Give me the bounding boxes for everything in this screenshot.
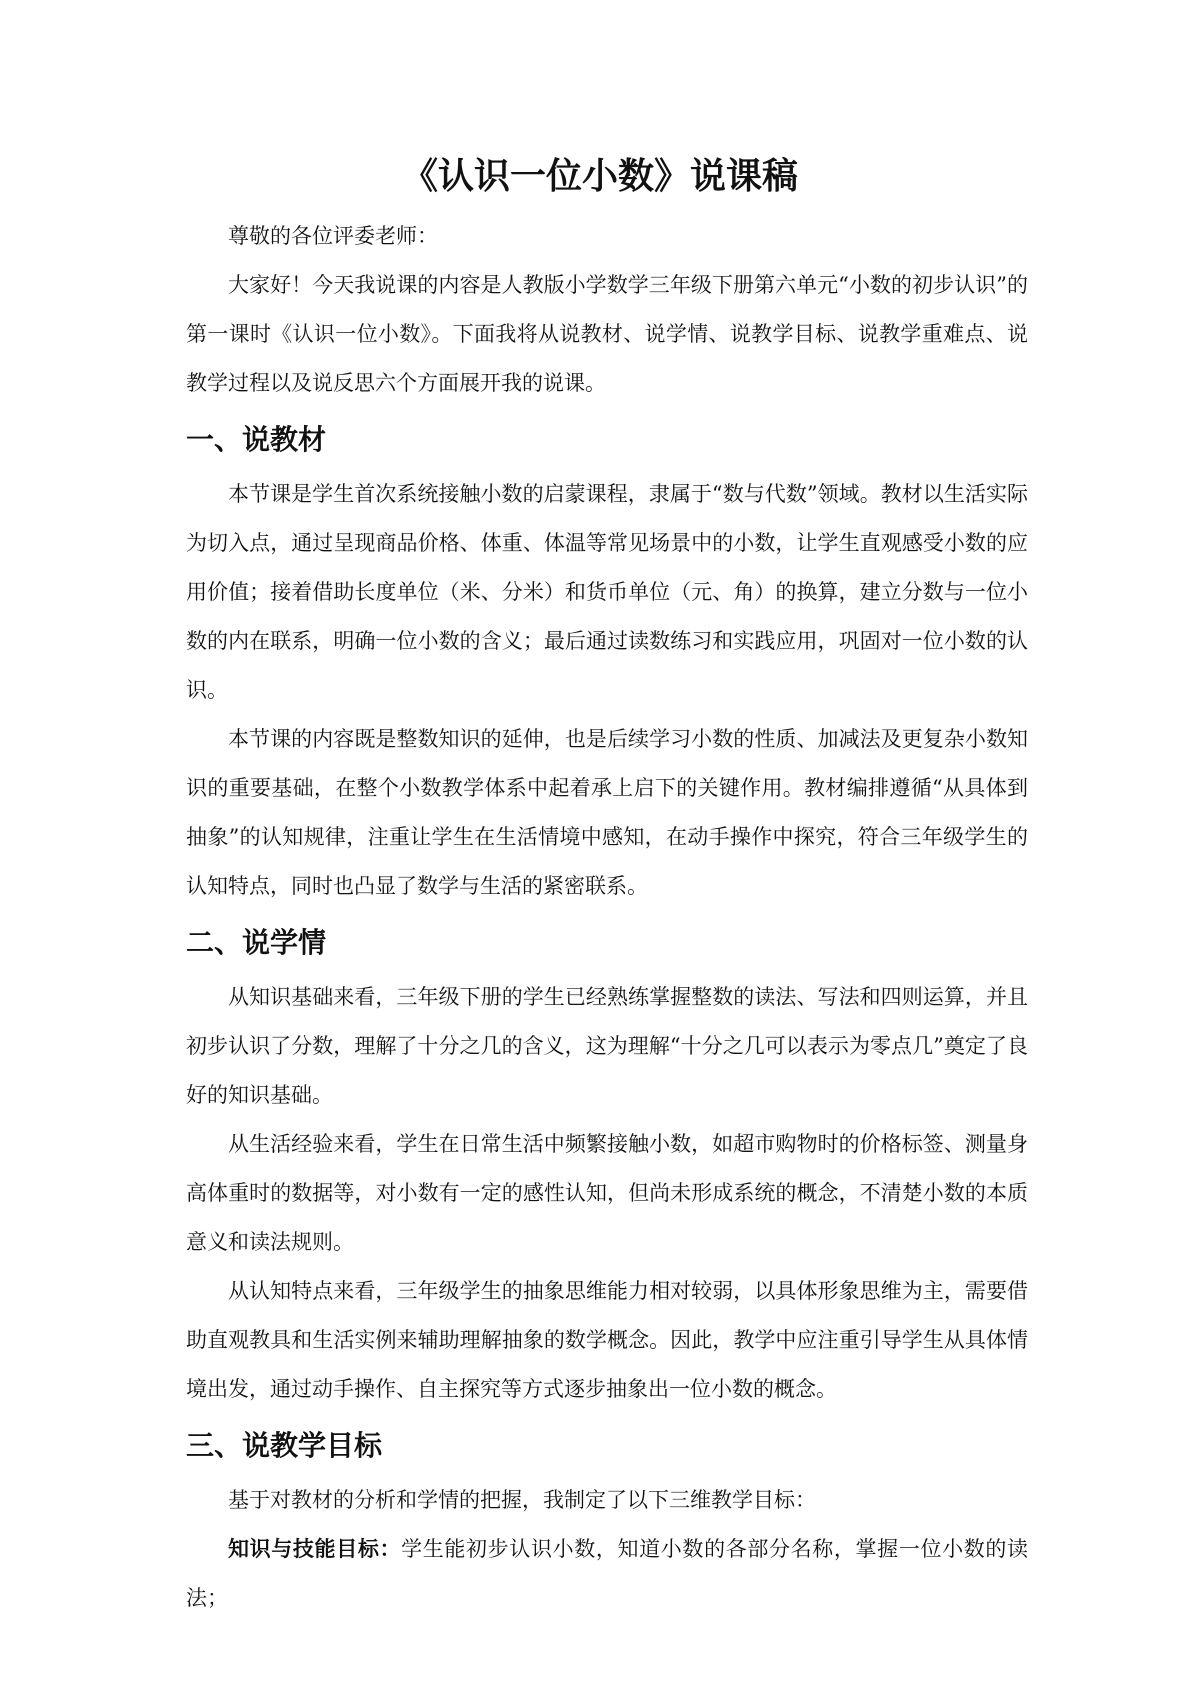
- textbook-paragraph-1: 本节课是学生首次系统接触小数的启蒙课程，隶属于“数与代数”领域。教材以生活实际为切入点，通过呈现商品价格、体重、体温等常见场景中的小数，让学生直观感受小数的应用价值；接着借助长度单位（米、分米）和货币单位（元、角）的换算，建立分数与一位小数的内在联系，明确一位小数的含义；最后通过读数练习和实践应用，巩固对一位小数的认识。: [186, 482, 1028, 702]
- goal-knowledge-skills: [186, 1525, 1028, 1623]
- textbook-paragraph-2: 本节课的内容既是整数知识的延伸，也是后续学习小数的性质、加减法及更复杂小数知识的重要基础，在整个小数教学体系中起着承上启下的关键作用。教材编排遵循“从具体到抽象”的认知规律，注重让学生在生活情境中感知，在动手操作中探究，符合三年级学生的认知特点，同时也凸显了数学与生活的紧密联系。: [186, 727, 1028, 898]
- intro-paragraph: 大家好！今天我说课的内容是人教版小学数学三年级下册第六单元“小数的初步认识”的第一课时《认识一位小数》。下面我将从说教材、说学情、说教学目标、说教学重难点、说教学过程以及说反思六个方面展开我的说课。: [186, 273, 1028, 395]
- section-heading-textbook: 一、说教材: [186, 423, 327, 456]
- greeting: 尊敬的各位评委老师：: [228, 224, 438, 248]
- document-title: 《认识一位小数》说课稿: [401, 155, 798, 197]
- document-body: [186, 212, 1028, 1623]
- goal-label: 知识与技能目标：: [228, 1537, 402, 1561]
- goals-paragraph-1: 基于对教材的分析和学情的把握，我制定了以下三维教学目标：: [228, 1488, 816, 1512]
- goal-text: 学生能初步认识小数，知道小数的各部分名称，掌握一位小数的读法；: [186, 1537, 1029, 1610]
- section-heading-students: 二、说学情: [186, 926, 327, 959]
- students-paragraph-1: 从知识基础来看，三年级下册的学生已经熟练掌握整数的读法、写法和四则运算，并且初步认识了分数，理解了十分之几的含义，这为理解“十分之几可以表示为零点几”奠定了良好的知识基础。: [186, 985, 1028, 1107]
- students-paragraph-3: 从认知特点来看，三年级学生的抽象思维能力相对较弱，以具体形象思维为主，需要借助直观教具和生活实例来辅助理解抽象的数学概念。因此，教学中应注重引导学生从具体情境出发，通过动手操作、自主探究等方式逐步抽象出一位小数的概念。: [186, 1279, 1028, 1401]
- section-heading-goals: 三、说教学目标: [186, 1429, 383, 1462]
- students-paragraph-2: 从生活经验来看，学生在日常生活中频繁接触小数，如超市购物时的价格标签、测量身高体重时的数据等，对小数有一定的感性认知，但尚未形成系统的概念，不清楚小数的本质意义和读法规则。: [186, 1132, 1028, 1254]
